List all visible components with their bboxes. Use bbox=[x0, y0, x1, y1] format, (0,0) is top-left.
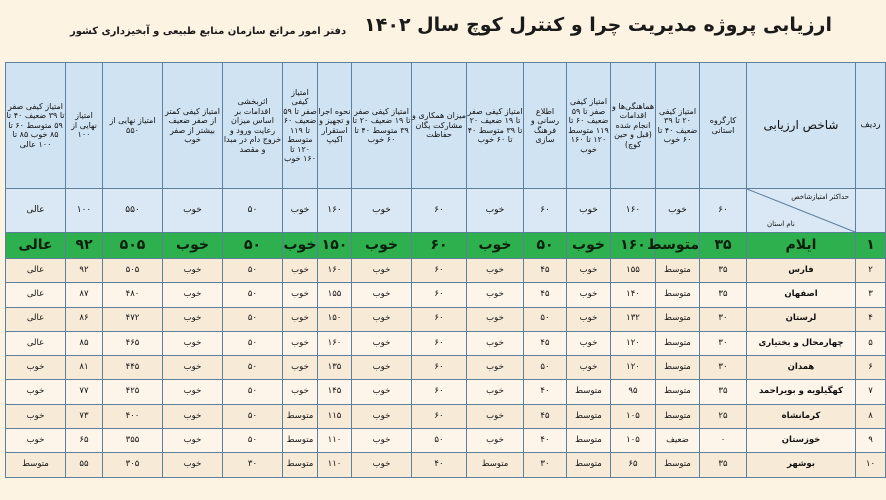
score-cell: ۶۰ bbox=[412, 259, 467, 283]
header-criteria: شاخص ارزیابی bbox=[747, 63, 856, 189]
score-cell: خوب bbox=[467, 307, 524, 331]
max-score-cell: ۵۵۰ bbox=[103, 189, 163, 233]
score-cell: ۱۵۵ bbox=[611, 259, 656, 283]
header-cell: امتیاز کیفی صفر تا ۳۹ ضعیف ۴۰ تا ۵۹ متوسط ۶۰ تا ۸۵ خوب ۸۵ تا ۱۰۰ عالی bbox=[6, 63, 66, 189]
score-cell: ۱۶۰ bbox=[611, 233, 656, 259]
score-cell: متوسط bbox=[6, 453, 66, 477]
score-cell: خوب bbox=[467, 331, 524, 355]
score-cell: خوب bbox=[163, 307, 223, 331]
score-cell: متوسط bbox=[283, 429, 318, 453]
score-cell: متوسط bbox=[656, 331, 700, 355]
header-cell: نحوه اجرا و تجهیز و استقرار اکیپ bbox=[318, 63, 352, 189]
score-cell: ۱۶۰ bbox=[318, 331, 352, 355]
score-cell: ۴۰ bbox=[524, 429, 567, 453]
page-title: ارزیابی پروژه مدیریت چرا و کنترل کوچ سال ۱۴۰۲ bbox=[364, 14, 832, 36]
table-row bbox=[6, 380, 886, 404]
score-cell: خوب bbox=[163, 404, 223, 428]
max-score-cell: خوب bbox=[567, 189, 611, 233]
province-name: چهارمحال و بختیاری bbox=[747, 331, 856, 355]
score-cell: ۷۳ bbox=[66, 404, 103, 428]
row-number: ۷ bbox=[856, 380, 886, 404]
row-number: ۲ bbox=[856, 259, 886, 283]
score-cell: خوب bbox=[352, 259, 412, 283]
score-cell: ۴۵ bbox=[524, 331, 567, 355]
score-cell: خوب bbox=[6, 356, 66, 380]
header-row bbox=[6, 63, 886, 189]
score-cell: ۱۵۵ bbox=[318, 283, 352, 307]
header-cell: امتیاز نهایی از ۱۰۰ bbox=[66, 63, 103, 189]
score-cell: ۱۲۰ bbox=[611, 331, 656, 355]
score-cell: ۷۷ bbox=[66, 380, 103, 404]
score-cell: خوب bbox=[567, 233, 611, 259]
score-cell: ۵۰ bbox=[524, 356, 567, 380]
score-cell: ۹۲ bbox=[66, 233, 103, 259]
score-cell: متوسط bbox=[656, 259, 700, 283]
score-cell: خوب bbox=[283, 380, 318, 404]
row-number: ۱۰ bbox=[856, 453, 886, 477]
score-cell: ۶۰ bbox=[412, 404, 467, 428]
score-cell: ۶۵ bbox=[611, 453, 656, 477]
max-score-cell: ۱۰۰ bbox=[66, 189, 103, 233]
score-cell: ۴۵ bbox=[524, 404, 567, 428]
header-cell: کارگروه استانی bbox=[700, 63, 747, 189]
score-cell: متوسط bbox=[567, 453, 611, 477]
table-row-highlighted bbox=[6, 233, 886, 259]
score-cell: ۴۸۰ bbox=[103, 283, 163, 307]
province-name: فارس bbox=[747, 259, 856, 283]
score-cell: خوب bbox=[352, 380, 412, 404]
max-row-no bbox=[856, 189, 886, 233]
score-cell: ۶۰ bbox=[412, 380, 467, 404]
score-cell: ۱۰۵ bbox=[611, 404, 656, 428]
province-name: بوشهر bbox=[747, 453, 856, 477]
score-cell: خوب bbox=[352, 453, 412, 477]
score-cell: خوب bbox=[467, 404, 524, 428]
header-cell: امتیاز کیفی صفر تا ۵۹ ضعیف ۶۰ تا ۱۱۹ متوسط ۱۲۰ تا ۱۶۰ خوب bbox=[283, 63, 318, 189]
province-name: همدان bbox=[747, 356, 856, 380]
score-cell: متوسط bbox=[567, 380, 611, 404]
score-cell: ۶۰ bbox=[412, 307, 467, 331]
score-cell: ۹۵ bbox=[611, 380, 656, 404]
score-cell: ۵۰۵ bbox=[103, 233, 163, 259]
score-cell: ۱۴۵ bbox=[318, 380, 352, 404]
score-cell: خوب bbox=[6, 404, 66, 428]
score-cell: خوب bbox=[467, 283, 524, 307]
header-cell: امتیاز کیفی صفر تا ۱۹ ضعیف ۲۰ تا ۳۹ متوسط ۴۰ تا ۶۰ خوب bbox=[352, 63, 412, 189]
score-cell: خوب bbox=[567, 259, 611, 283]
score-cell: عالی bbox=[6, 307, 66, 331]
score-cell: ۸۷ bbox=[66, 283, 103, 307]
row-number: ۸ bbox=[856, 404, 886, 428]
score-cell: متوسط bbox=[656, 307, 700, 331]
score-cell: خوب bbox=[567, 331, 611, 355]
score-cell: ۳۰ bbox=[700, 356, 747, 380]
score-cell: ۵۰ bbox=[524, 307, 567, 331]
max-score-cell: ۶۰ bbox=[412, 189, 467, 233]
score-cell: ۳۵ bbox=[700, 283, 747, 307]
table-row bbox=[6, 429, 886, 453]
score-cell: متوسط bbox=[567, 404, 611, 428]
table-row bbox=[6, 453, 886, 477]
score-cell: متوسط bbox=[656, 356, 700, 380]
score-cell: خوب bbox=[283, 356, 318, 380]
score-cell: خوب bbox=[467, 429, 524, 453]
row-number: ۱ bbox=[856, 233, 886, 259]
score-cell: ۵۰ bbox=[223, 356, 283, 380]
header-cell: میزان همکاری و مشارکت یگان حفاظت bbox=[412, 63, 467, 189]
province-name: ایلام bbox=[747, 233, 856, 259]
score-cell: خوب bbox=[467, 380, 524, 404]
score-cell: متوسط bbox=[567, 429, 611, 453]
max-score-cell: خوب bbox=[656, 189, 700, 233]
score-cell: ۳۵۵ bbox=[103, 429, 163, 453]
score-cell: ۶۵ bbox=[66, 429, 103, 453]
score-cell: ۵۵ bbox=[66, 453, 103, 477]
score-cell: ۵۰ bbox=[223, 331, 283, 355]
score-cell: ۴۰ bbox=[412, 453, 467, 477]
header-cell: امتیاز کیفی صفر تا ۱۹ ضعیف ۲۰ تا ۳۹ متوسط ۴۰ تا ۶۰ خوب bbox=[467, 63, 524, 189]
score-cell: ۱۱۵ bbox=[318, 404, 352, 428]
score-cell: ۶۰ bbox=[412, 283, 467, 307]
score-cell: خوب bbox=[352, 233, 412, 259]
score-cell: ۳۰ bbox=[700, 307, 747, 331]
score-cell: ۵۰ bbox=[223, 380, 283, 404]
score-cell: ۴۰ bbox=[524, 380, 567, 404]
score-cell: ۱۱۰ bbox=[318, 429, 352, 453]
table-row bbox=[6, 259, 886, 283]
table-row bbox=[6, 404, 886, 428]
score-cell: ۱۲۰ bbox=[611, 356, 656, 380]
score-cell: ۴۷۲ bbox=[103, 307, 163, 331]
max-score-cell: خوب bbox=[283, 189, 318, 233]
max-score-cell: ۶۰ bbox=[700, 189, 747, 233]
score-cell: خوب bbox=[352, 356, 412, 380]
score-cell: ۱۳۵ bbox=[318, 356, 352, 380]
province-name: خوزستان bbox=[747, 429, 856, 453]
max-score-cell: خوب bbox=[163, 189, 223, 233]
score-cell: متوسط bbox=[283, 453, 318, 477]
header-cell: هماهنگی‌ها و اقدامات انجام شده (قبل و حین کوچ) bbox=[611, 63, 656, 189]
score-cell: ۱۱۰ bbox=[318, 453, 352, 477]
score-cell: خوب bbox=[283, 259, 318, 283]
diagonal-header-cell bbox=[747, 189, 856, 233]
score-cell: ۱۴۰ bbox=[611, 283, 656, 307]
score-cell: ۴۵ bbox=[524, 283, 567, 307]
table-row bbox=[6, 356, 886, 380]
score-cell: خوب bbox=[163, 233, 223, 259]
score-cell: ۳۰ bbox=[524, 453, 567, 477]
row-number: ۶ bbox=[856, 356, 886, 380]
max-score-cell: ۶۰ bbox=[524, 189, 567, 233]
row-number: ۴ bbox=[856, 307, 886, 331]
score-cell: ۳۰ bbox=[223, 453, 283, 477]
table-row bbox=[6, 283, 886, 307]
score-cell: متوسط bbox=[467, 453, 524, 477]
score-cell: خوب bbox=[283, 233, 318, 259]
score-cell: ۶۰ bbox=[412, 233, 467, 259]
score-cell: ضعیف bbox=[656, 429, 700, 453]
score-cell: خوب bbox=[163, 453, 223, 477]
score-cell: خوب bbox=[163, 380, 223, 404]
header-row-no: ردیف bbox=[856, 63, 886, 189]
score-cell: عالی bbox=[6, 233, 66, 259]
score-cell: متوسط bbox=[656, 453, 700, 477]
evaluation-table bbox=[5, 62, 886, 478]
score-cell: ۳۰ bbox=[700, 331, 747, 355]
score-cell: خوب bbox=[467, 356, 524, 380]
score-cell: ۶۰ bbox=[412, 331, 467, 355]
table-row bbox=[6, 307, 886, 331]
score-cell: ۵۰ bbox=[223, 307, 283, 331]
score-cell: ۲۵ bbox=[700, 404, 747, 428]
diag-max-score-label: حداکثر امتیازشاخص bbox=[791, 193, 849, 201]
score-cell: خوب bbox=[283, 331, 318, 355]
row-number: ۳ bbox=[856, 283, 886, 307]
diag-province-label: نام استان bbox=[767, 220, 795, 228]
score-cell: ۱۳۲ bbox=[611, 307, 656, 331]
score-cell: خوب bbox=[163, 356, 223, 380]
score-cell: ۵۰ bbox=[223, 283, 283, 307]
page-subtitle: دفتر امور مراتع سازمان منابع طبیعی و آبخیزداری کشور bbox=[70, 26, 347, 37]
table-row bbox=[6, 331, 886, 355]
max-score-cell: عالی bbox=[6, 189, 66, 233]
row-number: ۹ bbox=[856, 429, 886, 453]
score-cell: ۳۵ bbox=[700, 233, 747, 259]
score-cell: خوب bbox=[6, 380, 66, 404]
score-cell: ۴۵ bbox=[524, 259, 567, 283]
score-cell: خوب bbox=[6, 429, 66, 453]
score-cell: خوب bbox=[467, 233, 524, 259]
score-cell: متوسط bbox=[656, 404, 700, 428]
score-cell: خوب bbox=[567, 356, 611, 380]
score-cell: خوب bbox=[567, 283, 611, 307]
score-cell: ۵۰ bbox=[223, 259, 283, 283]
score-cell: ۵۰۵ bbox=[103, 259, 163, 283]
score-cell: متوسط bbox=[656, 233, 700, 259]
score-cell: عالی bbox=[6, 331, 66, 355]
province-name: لرستان bbox=[747, 307, 856, 331]
max-score-cell: ۱۶۰ bbox=[318, 189, 352, 233]
score-cell: ۱۵۰ bbox=[318, 233, 352, 259]
max-score-cell: خوب bbox=[352, 189, 412, 233]
score-cell: خوب bbox=[163, 283, 223, 307]
score-cell: ۱۰۵ bbox=[611, 429, 656, 453]
score-cell: ۶۰ bbox=[412, 356, 467, 380]
score-cell: ۴۰۰ bbox=[103, 404, 163, 428]
score-cell: ۴۶۵ bbox=[103, 331, 163, 355]
score-cell: خوب bbox=[283, 307, 318, 331]
score-cell: ۸۶ bbox=[66, 307, 103, 331]
score-cell: ۵۰ bbox=[223, 233, 283, 259]
score-cell: ۴۴۵ bbox=[103, 356, 163, 380]
score-cell: متوسط bbox=[283, 404, 318, 428]
score-cell: عالی bbox=[6, 259, 66, 283]
score-cell: ۵۰ bbox=[223, 404, 283, 428]
max-score-cell: ۵۰ bbox=[223, 189, 283, 233]
header-cell: امتیاز کیفی ۲۰ تا ۳۹ ضعیف ۴۰ تا ۶۰ خوب bbox=[656, 63, 700, 189]
score-cell: ۳۰۵ bbox=[103, 453, 163, 477]
score-cell: خوب bbox=[567, 307, 611, 331]
score-cell: ۴۲۵ bbox=[103, 380, 163, 404]
province-name: کهگیلویه و بویراحمد bbox=[747, 380, 856, 404]
score-cell: متوسط bbox=[656, 283, 700, 307]
score-cell: ۳۵ bbox=[700, 259, 747, 283]
score-cell: متوسط bbox=[656, 380, 700, 404]
score-cell: ۵۰ bbox=[223, 429, 283, 453]
score-cell: خوب bbox=[352, 404, 412, 428]
score-cell: خوب bbox=[352, 307, 412, 331]
score-cell: خوب bbox=[352, 283, 412, 307]
header-cell: اثربخشی اقدامات بر اساس میزان رعایت ورود و خروج دام در مبدا و مقصد bbox=[223, 63, 283, 189]
row-number: ۵ bbox=[856, 331, 886, 355]
score-cell: ۱۵۰ bbox=[318, 307, 352, 331]
province-name: اصفهان bbox=[747, 283, 856, 307]
province-name: کرمانشاه bbox=[747, 404, 856, 428]
score-cell: ۰ bbox=[700, 429, 747, 453]
score-cell: خوب bbox=[163, 429, 223, 453]
score-cell: خوب bbox=[163, 259, 223, 283]
header-cell: امتیاز کیفی کمتر از صفر ضعیف بیشتر از صفر خوب bbox=[163, 63, 223, 189]
score-cell: خوب bbox=[283, 283, 318, 307]
header-cell: اطلاع رسانی و فرهنگ سازی bbox=[524, 63, 567, 189]
score-cell: ۵۰ bbox=[412, 429, 467, 453]
score-cell: ۸۵ bbox=[66, 331, 103, 355]
score-cell: ۸۱ bbox=[66, 356, 103, 380]
header-cell: امتیاز کیفی صفر تا ۵۹ ضعیف ۶۰ تا ۱۱۹ متوسط ۱۲۰ تا ۱۶۰ خوب bbox=[567, 63, 611, 189]
score-cell: خوب bbox=[467, 259, 524, 283]
score-cell: خوب bbox=[163, 331, 223, 355]
score-cell: خوب bbox=[352, 331, 412, 355]
score-cell: ۹۲ bbox=[66, 259, 103, 283]
score-cell: ۳۵ bbox=[700, 453, 747, 477]
score-cell: عالی bbox=[6, 283, 66, 307]
score-cell: ۳۵ bbox=[700, 380, 747, 404]
header-cell: امتیاز نهایی از ۵۵۰ bbox=[103, 63, 163, 189]
score-cell: ۵۰ bbox=[524, 233, 567, 259]
max-score-cell: خوب bbox=[467, 189, 524, 233]
score-cell: خوب bbox=[352, 429, 412, 453]
max-score-row bbox=[6, 189, 886, 233]
max-score-cell: ۱۶۰ bbox=[611, 189, 656, 233]
score-cell: ۱۶۰ bbox=[318, 259, 352, 283]
